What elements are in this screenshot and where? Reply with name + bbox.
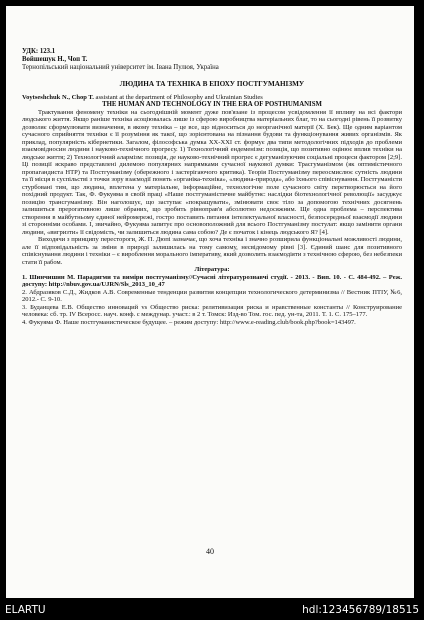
english-byline: [22, 94, 402, 102]
reference-3: 3. Буданцева Е.В. Общество инноваций vs Общество риска: релятивизация риска и нравственные константы // Конструирование человека: сб. тр. IV Всеросс. науч. конф. с междунар. участ.: в 2 т. Томск: Изд-во Том. гос. пед. ун-та, 2011. Т. 1. С. 175–177.: [22, 303, 402, 318]
reference-2: 2. Абдразяков С.Д., Жидков А.В. Современные тенденции развития концепции технологического детерминизма // Вестник ПТІУ, №6, 2012.- С. 9-10.: [22, 288, 402, 303]
references: [22, 266, 402, 326]
affiliation-en: assistant at the department of Philosophy and Ukrainian Studies: [93, 93, 263, 101]
footer-handle: hdl:123456789/18515: [302, 604, 419, 616]
udk-code: УДК: 123.1: [22, 48, 56, 55]
authors-uk: Войшешук Н., Чоп Т.: [22, 56, 88, 63]
reference-4: 4. Фукуяма Ф. Наше постгуманистическое будущее. – режим доступу: http://www.e-reading.club/book.php?book=143497.: [22, 318, 356, 326]
document-page: [6, 6, 414, 598]
document-content: [22, 48, 402, 326]
body-paragraph-2: Виходячи з принципу перестороги, Ж. П. Дюпі зазначає, що хоча техніка і значно розширила функціональні можливості людини, але її відповідальність за зміни в природі залишилась на тому самому, несвідомому рівні [3]. Єдиний шанс для позитивного співіснування людини і техніки – є вироблення морального імперативу, який дозволить взаємодіяти з технічною сферою, без небезпеки стати її рабом.: [22, 236, 402, 266]
affiliation-uk: Тернопільський національний університет ім. Івана Пулюя, Україна: [22, 64, 219, 71]
page-number: 40: [206, 547, 214, 556]
authors-en: Voytseshchuk N., Chop T.: [22, 93, 94, 101]
title-uk: ЛЮДИНА ТА ТЕХНІКА В ЕПОХУ ПОСТГУМАНІЗМУ: [119, 80, 305, 88]
title-en: THE HUMAN AND TECHNOLOGY IN THE ERA OF POSTHUMANISM: [102, 101, 322, 108]
references-heading: Література:: [194, 266, 230, 273]
body-paragraph-1: Трактування феномену техніки на сьогоднішній момент дуже пов'язане із процесом усвідомлення її впливу на всі фактори людського життя. Якщо раніше техніка асоціювалась лише із сферою виробництва матеріальних благ, то на сьогодні рівень її розвитку дозволяє сформулювати визначення, в якому техніка – це все, що відноситься до неорганічної матерії (Х. Бек). Ще одним варіантом сучасного сприйняття техніки є її розуміння як такої, що зорієнтована на пізнання будови та функціонування живих організмів. Як приклад, популярність кібернетики. Загалом, філософська думка ХХ-ХХІ ст. формує два типи методологічних підходів до проблеми взаємовідносин людини і науково-технічного прогресу. 1) Технологічний ендеменізм: позиція, що позитивно оцінює вплив техніки на людське життя; 2) Технологічний алармізм: позиція, де науково-технічний прогрес є дегуманізуючим соціальні процеси фактором [2;9]. Ці позиції яскраво представлені дилемою популярних напрямками сучасної наукової думки: Трасгуманізмом (як оптимістичного пропагандиста НТР) та Постгуманізму (обережного і застерігаючого критика). Теорія Постгуманізму переосмислює сутність людини та її місця в суспільстві з точки зору взаємодії понять «органіка-техніка», «людина-природа», або їхнього співіснування. Постгуманісти стурбовані тим, що людина, вплетена у матеріальне, інформаційне, технологічне поле сучасного світу перетворюється на його похідний продукт. Так, Ф. Фукуяма в своїй праці «Наше постгуманістичне майбутнє: наслідки біотехнологічної революції» засуджує позицію трансгуманізму. Він наголошує, що заступає «покращувати», змінювати своє тіло за допомогою технічних досягнень залишиться прерогативною лише обраних, що зробить рівноправ'я абсолютно недосяжним. Ще одна проблема – перспектива створення в майбутньому єдиної нейромережі, гостро поставить питання інтелектуальної власності, безпосередньої взаємодії людини зі сторонніми особами. І, звичайно, Фукуяма запитує про основоположний для всього Постгуманізму постулат: якщо замінити органи людини, «вигризти» її свідомість, чи залишиться людина сама собою? Де є початок і кінець людського Я? [4].: [22, 108, 402, 236]
footer-bar: [0, 600, 424, 620]
reference-1: 1. Шинчишин М. Парадигми та виміри постгуманізму//Сучасні літературознавчі студії. - 2013. - Вип. 10. - С. 484-492. – Реж. доступу: http://nbuv.gov.ua/UJRN/Sls_2013_10_47: [22, 273, 402, 288]
footer-repository: ELARTU: [5, 604, 46, 616]
